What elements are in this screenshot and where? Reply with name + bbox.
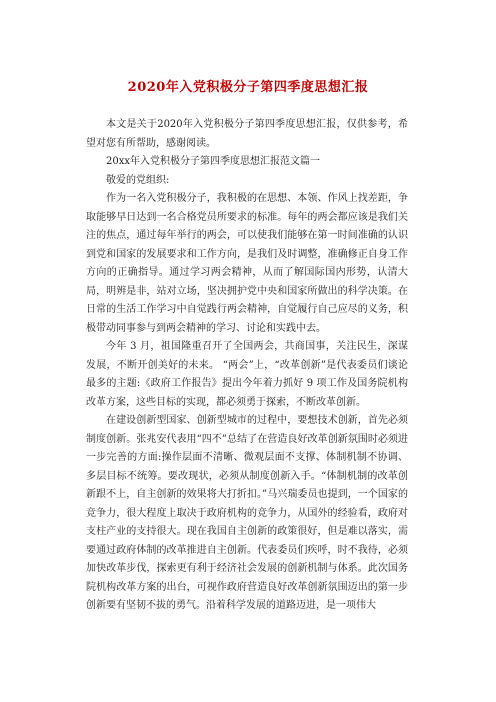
document-title: 2020年入党积极分子第四季度思想汇报 (127, 80, 369, 95)
section-heading: 20xx年入党积极分子第四季度思想汇报范文篇一 (106, 156, 321, 167)
intro-paragraph: 本文是关于2020年入党积极分子第四季度思想汇报，仅供参考，希望对您有所帮助，感谢阅读。 (86, 119, 408, 149)
document-body (86, 116, 408, 616)
body-paragraph: 今年 3 月，祖国隆重召开了全国两会，共商国事，关注民生，深谋发展，不断开创美好的未来。 “两会”上，“改革创新”是代表委员们谈论最多的主题:《政府工作报告》提出今年着力抓好 9 项工作及国务院机构改革方案，这些目标的实现，都必须勇于探索，不断改革创新。 (86, 341, 408, 408)
salutation: 敬爱的党组织: (106, 174, 170, 186)
body-paragraph: 在建设创新型国家、创新型城市的过程中，要想技术创新，首先必须制度创新。张兆安代表用“四不”总结了在营造良好改革创新氛围时必须进一步完善的方面:操作层面不清晰、微观层面不支撑、体制机制不协调、多层目标不统筹。要改现状，必须从制度创新入手。“体制机制的改革创新跟不上，自主创新的效果将大打折扣。”马兴瑞委员也提到，一个国家的竞争力，很大程度上取决于政府机构的竞争力，从国外的经验看，政府对支柱产业的支持很大。现在我国自主创新的政策很好，但是难以落实，需要通过政府体制的改革推进自主创新。代表委员们疾呼，时不我待，必须加快改革步伐，探索更有利于经济社会发展的创新机制与体系。此次国务院机构改革方案的出台，可视作政府营造良好改革创新氛围迈出的第一步创新要有坚韧不拔的勇气。沿着科学发展的道路迈进，是一项伟大 (86, 415, 408, 611)
body-paragraph: 作为一名入党积极分子，我积极的在思想、本领、作风上找差距，争取能够早日达到一名合格党员所要求的标准。每年的两会都应该是我们关注的焦点，通过每年举行的两会，可以使我们能够在第一时间准确的认识到党和国家的发展要求和工作方向，是我们及时调整，准确修正自身工作方向的正确指导。通过学习两会精神，从而了解国际国内形势，认清大局，明辨是非，站对立场，坚决拥护党中央和国家所做出的科学决策。在日常的生活工作学习中自觉践行两会精神，自觉履行自己应尽的义务，积极带动同事参与到两会精神的学习、讨论和实践中去。 (86, 193, 408, 334)
